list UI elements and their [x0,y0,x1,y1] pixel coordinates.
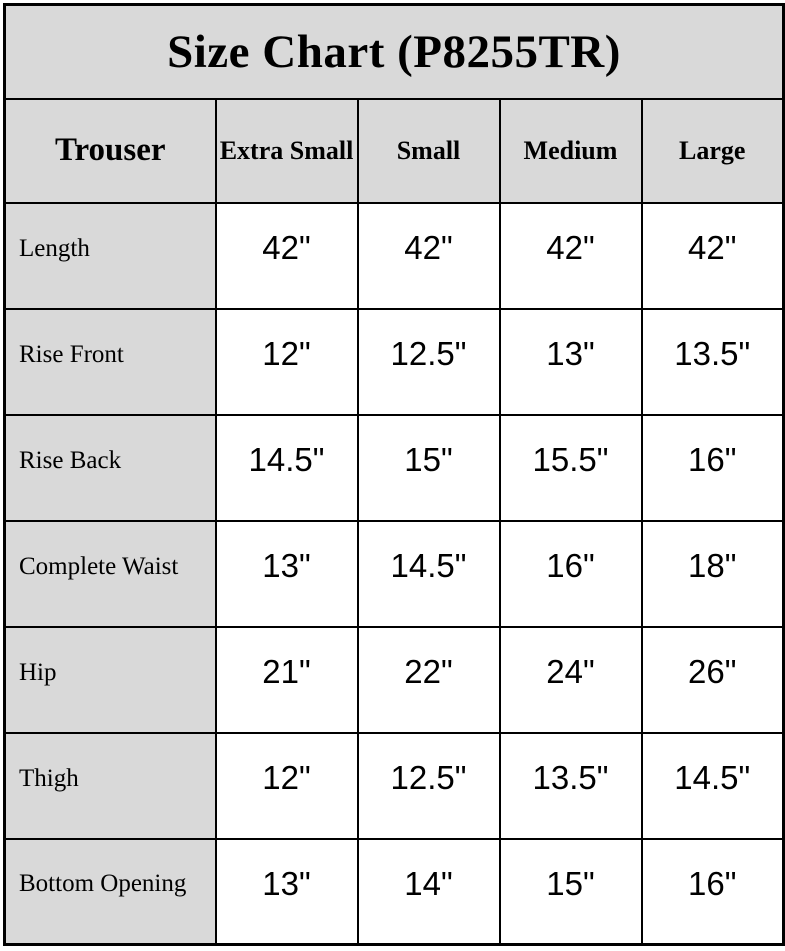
size-chart-table [3,3,785,946]
size-value-cell: 42" [642,203,784,309]
table-row-length [5,203,784,309]
table-row-complete-waist [5,521,784,627]
row-label-length: Length [5,203,216,309]
size-value-cell: 12.5" [358,309,500,415]
size-value-cell: 12" [216,733,358,839]
size-value-cell: 14.5" [642,733,784,839]
size-value-cell: 18" [642,521,784,627]
row-label-complete-waist: Complete Waist [5,521,216,627]
size-value-cell: 15.5" [500,415,642,521]
size-value-cell: 13.5" [500,733,642,839]
size-value-cell: 16" [500,521,642,627]
size-value-cell: 42" [500,203,642,309]
row-label-rise-front: Rise Front [5,309,216,415]
size-value-cell: 42" [216,203,358,309]
header-row [5,99,784,203]
size-value-cell: 13" [216,839,358,945]
size-value-cell: 14.5" [216,415,358,521]
size-value-cell: 12.5" [358,733,500,839]
row-label-hip: Hip [5,627,216,733]
size-value-cell: 14.5" [358,521,500,627]
size-value-cell: 16" [642,839,784,945]
title-row [5,5,784,99]
size-value-cell: 15" [500,839,642,945]
table-row-rise-back [5,415,784,521]
size-value-cell: 24" [500,627,642,733]
size-value-cell: 14" [358,839,500,945]
size-value-cell: 15" [358,415,500,521]
size-value-cell: 12" [216,309,358,415]
table-row-bottom-opening [5,839,784,945]
chart-title: Size Chart (P8255TR) [5,5,784,99]
row-label-rise-back: Rise Back [5,415,216,521]
column-header-large: Large [642,99,784,203]
table-row-hip [5,627,784,733]
corner-header-trouser: Trouser [5,99,216,203]
size-value-cell: 13.5" [642,309,784,415]
table-row-rise-front [5,309,784,415]
size-value-cell: 22" [358,627,500,733]
column-header-medium: Medium [500,99,642,203]
row-label-thigh: Thigh [5,733,216,839]
column-header-small: Small [358,99,500,203]
size-value-cell: 13" [500,309,642,415]
size-value-cell: 16" [642,415,784,521]
size-value-cell: 21" [216,627,358,733]
size-value-cell: 42" [358,203,500,309]
table-row-thigh [5,733,784,839]
column-header-extra-small: Extra Small [216,99,358,203]
size-value-cell: 26" [642,627,784,733]
size-value-cell: 13" [216,521,358,627]
row-label-bottom-opening: Bottom Opening [5,839,216,945]
